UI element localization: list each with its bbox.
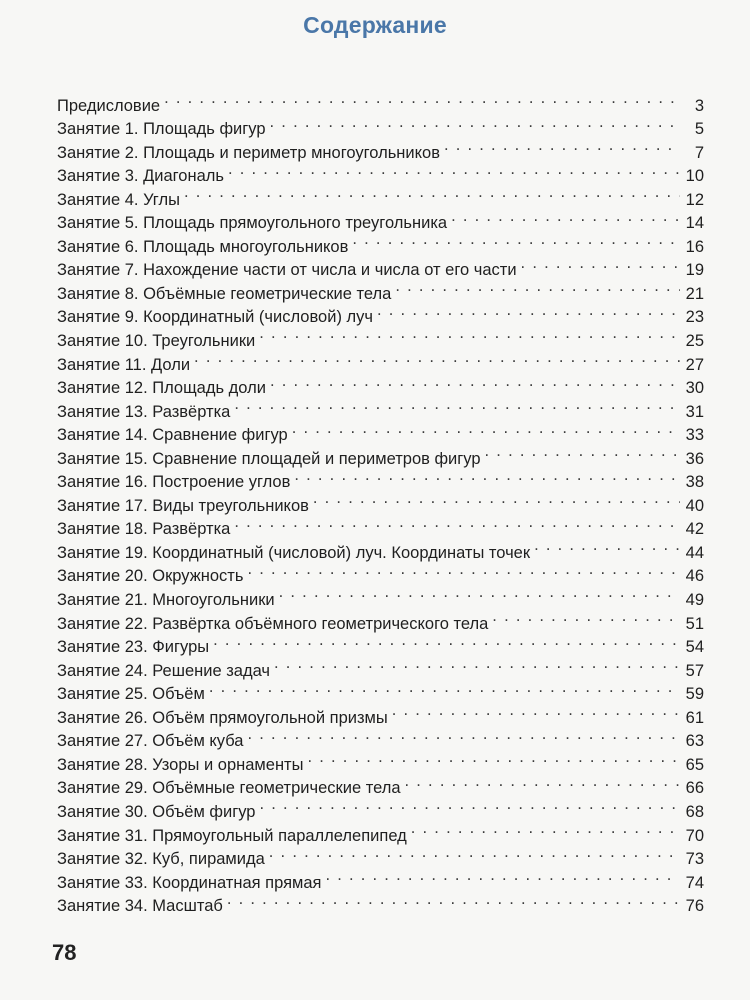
toc-leader-dots [213,629,680,653]
toc-leader-dots [492,605,680,629]
toc-entry-title: Занятие 8. Объёмные геометрические тела [57,284,392,303]
page-number: 78 [52,940,77,965]
toc-entry-page: 7 [694,143,704,162]
toc-leader-dots [411,817,680,841]
toc-entry-page: 76 [685,897,704,916]
toc-entry-title: Занятие 1. Площадь фигур [57,120,266,139]
toc-leader-dots [274,652,680,676]
toc-entry-title: Занятие 11. Доли [57,355,191,374]
toc-entry-title: Занятие 27. Объём куба [57,732,244,751]
toc-leader-dots [234,511,680,535]
toc-entry-page: 5 [694,120,704,139]
toc-leader-dots [164,87,680,111]
toc-leader-dots [405,770,680,794]
toc-entry-page: 73 [685,850,704,869]
toc-entry-page: 54 [685,638,704,657]
toc-leader-dots [209,676,680,700]
toc-entry-page: 30 [685,379,704,398]
toc-leader-dots [279,581,680,605]
toc-entry-page: 27 [685,355,704,374]
toc-entry-page: 66 [685,779,704,798]
toc-entry-title: Занятие 18. Развёртка [57,520,231,539]
toc-entry-page: 23 [685,308,704,327]
toc-entry-page: 42 [685,520,704,539]
toc-entry-page: 38 [685,473,704,492]
toc-entry-title: Занятие 10. Треугольники [57,332,256,351]
toc-entry-title: Занятие 21. Многоугольники [57,591,275,610]
toc-entry-title: Занятие 34. Масштаб [57,897,223,916]
toc-entry-title: Занятие 29. Объёмные геометрические тела [57,779,401,798]
toc-entry-page: 44 [685,543,704,562]
toc-entry-page: 74 [685,873,704,892]
toc-leader-dots [352,228,680,252]
page-title: Содержание [303,12,447,38]
toc-entry-title: Предисловие [57,96,161,115]
toc-leader-dots [307,746,680,770]
toc-entry-page: 16 [685,237,704,256]
toc-leader-dots [270,111,680,135]
toc-entry-page: 21 [685,284,704,303]
toc-entry-title: Занятие 23. Фигуры [57,638,210,657]
toc-leader-dots [184,181,680,205]
toc-leader-dots [228,158,680,182]
toc-entry-title: Занятие 7. Нахождение части от числа и числа от его части [57,261,517,280]
toc-leader-dots [234,393,680,417]
toc-entry-page: 57 [685,661,704,680]
toc-entry-title: Занятие 17. Виды треугольников [57,496,309,515]
toc-leader-dots [269,841,680,865]
toc-entry-title: Занятие 3. Диагональ [57,167,224,186]
toc-entry-title: Занятие 2. Площадь и периметр многоугольников [57,143,440,162]
toc-entry-page: 36 [685,449,704,468]
toc-entry-title: Занятие 16. Построение углов [57,473,291,492]
toc-entry-page: 3 [694,96,704,115]
toc-entry-page: 12 [685,190,704,209]
toc-leader-dots [259,322,680,346]
toc-entry-title: Занятие 28. Узоры и орнаменты [57,755,304,774]
toc-leader-dots [325,864,680,888]
toc-entry-title: Занятие 6. Площадь многоугольников [57,237,349,256]
toc-entry-page: 68 [685,802,704,821]
toc-entry-title: Занятие 12. Площадь доли [57,379,266,398]
toc-leader-dots [392,699,680,723]
toc-entry-title: Занятие 13. Развёртка [57,402,231,421]
toc-entry-page: 33 [685,426,704,445]
toc-entry-title: Занятие 30. Объём фигур [57,802,256,821]
toc-entry-title: Занятие 24. Решение задач [57,661,270,680]
toc-leader-dots [259,793,680,817]
toc-entry-page: 10 [685,167,704,186]
toc-entry-page: 14 [685,214,704,233]
toc-entry-title: Занятие 33. Координатная прямая [57,873,322,892]
toc-leader-dots [292,417,680,441]
toc-entry-page: 59 [685,685,704,704]
toc-leader-dots [294,464,680,488]
toc-entry-title: Занятие 25. Объём [57,685,205,704]
toc-entry-title: Занятие 4. Углы [57,190,180,209]
toc-entry-page: 49 [685,591,704,610]
toc-entry-page: 61 [685,708,704,727]
toc-entry-page: 31 [685,402,704,421]
toc-leader-dots [521,252,680,276]
toc-leader-dots [451,205,680,229]
table-of-contents [57,87,704,916]
toc-entry-title: Занятие 9. Координатный (числовой) луч [57,308,374,327]
toc-entry-page: 46 [685,567,704,586]
toc-entry-title: Занятие 14. Сравнение фигур [57,426,288,445]
toc-entry-title: Занятие 19. Координатный (числовой) луч. Координаты точек [57,543,531,562]
toc-leader-dots [534,534,680,558]
toc-entry-page: 65 [685,755,704,774]
toc-leader-dots [270,370,680,394]
toc-entry-title: Занятие 5. Площадь прямоугольного треугольника [57,214,448,233]
toc-leader-dots [194,346,680,370]
toc-entry-page: 40 [685,496,704,515]
toc-leader-dots [485,440,680,464]
toc-entry-title: Занятие 31. Прямоугольный параллелепипед [57,826,407,845]
toc-leader-dots [313,487,680,511]
toc-entry-page: 51 [685,614,704,633]
toc-entry-page: 19 [685,261,704,280]
toc-entry-page: 63 [685,732,704,751]
toc-entry-page: 70 [685,826,704,845]
toc-entry-title: Занятие 32. Куб, пирамида [57,850,265,869]
toc-leader-dots [444,134,680,158]
toc-entry-page: 25 [685,332,704,351]
toc-leader-dots [247,558,680,582]
toc-leader-dots [377,299,680,323]
toc-entry [57,87,704,115]
toc-entry-title: Занятие 26. Объём прямоугольной призмы [57,708,388,727]
toc-entry-title: Занятие 20. Окружность [57,567,244,586]
toc-entry-title: Занятие 15. Сравнение площадей и периметров фигур [57,449,481,468]
toc-leader-dots [395,275,680,299]
toc-leader-dots [248,723,681,747]
toc-leader-dots [227,888,680,912]
toc-entry-title: Занятие 22. Развёртка объёмного геометрического тела [57,614,489,633]
